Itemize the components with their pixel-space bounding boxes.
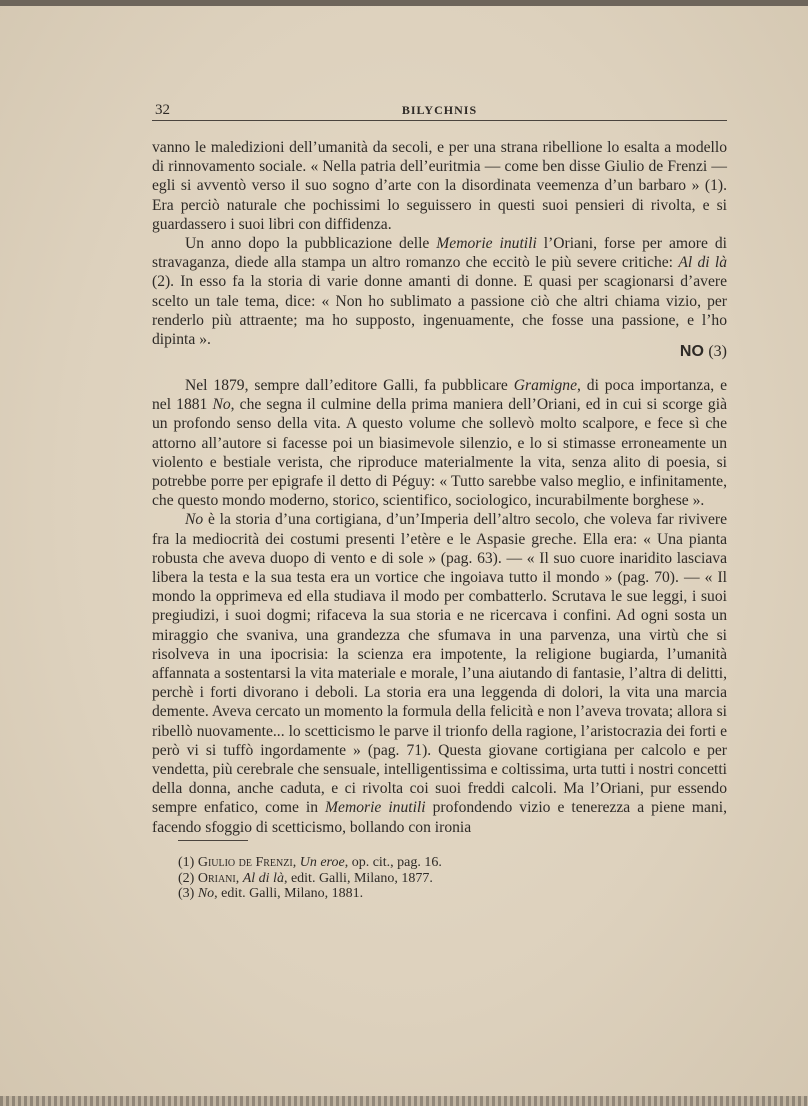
footnote-author: Giulio de Frenzi [197,855,293,870]
footnote-title: Un eroe [299,855,345,870]
footnote-text: , edit. Galli, Milano, 1881. [214,886,364,901]
footnote-text: , edit. Galli, Milano, 1877. [283,870,433,886]
book-title: Al di là [678,254,727,272]
running-title: BILYCHNIS [401,103,478,117]
footnote-number: (1) [178,855,198,870]
footnotes [178,855,678,902]
page-header [152,102,727,122]
text-block-upper [152,138,727,349]
footnote-title: No [197,886,215,901]
footnote-title: Al di là [242,870,284,886]
paragraph-text: profondendo vizio e tenerezza a piene mani, facendo sfoggio di scetticismo, bollando con ironia [152,799,727,836]
footnote-number: (3) [178,886,198,901]
footnote [178,871,678,887]
paragraph-text: (2). In esso fa la storia di varie donne amanti di donne. E quasi per scagionarsi d’avere scelto un tale tema, dice: « Non ho sublimato a passione ciò che altri chiama vizio, per renderlo più attraente; ma ho supposto, ingenuamente, che fosse una passione, e l’ho dipinta ». [152,273,727,349]
footnote-text: , op. cit., pag. 16. [344,855,442,870]
paragraph-text: , che segna il culmine della prima maniera dell’Oriani, ed in cui si scorge già un profondo senso della vita. A questo volume che sollevò molto scalpore, e fece sì che attorno all’autore si facesse poi un biasimevole silenzio, e lo si stimasse erroneamente un violento e bestiale verista, che riproduce materialmente la vita, senza alito di poesia, si potrebbe porre per epigrafe il detto di Péguy: « Tutto sarebbe valso meglio, e infinitamente, che questo mondo moderno, storico, scientifico, sociologico, incurabilmente borghese ». [152,396,727,510]
footnote [178,855,678,871]
paragraph [152,234,727,349]
footnote-rule [178,840,248,841]
footnote-reference: (3) [708,343,727,360]
footnote-author: Oriani [197,870,236,886]
footnote-separator: , [235,870,243,886]
paragraph-text: l’Oriani, forse per amore di stravaganza, diede alla stampa un altro romanzo che eccitò le più severe critiche: [152,235,727,272]
paragraph-text: , di poca importanza, e nel 1881 [152,377,727,414]
footnote-separator: , [292,855,300,870]
page-bottom-edge [0,1096,808,1106]
page-top-edge [0,0,808,6]
text-block-lower [152,376,727,837]
paragraph [152,138,727,234]
section-title: NO [679,343,704,360]
footnote-number: (2) [178,870,198,886]
paragraph-text: Nel 1879, sempre dall’editore Galli, fa pubblicare [185,377,514,394]
paragraph [152,510,727,836]
paragraph-text: vanno le maledizioni dell’umanità da secoli, e per una strana ribellione lo esalta a modello di rinnovamento sociale. « Nella patria dell’euritmia — come ben disse Giulio de Frenzi — egli si avventò verso il suo sogno d’arte con la disordinata veemenza d’un barbaro » (1). Era perciò naturale che pochissimi lo seguissero in questi suoi pensieri di rivolta, e si guardassero i suoi libri con diffidenza. [152,139,727,233]
book-title: No [212,396,231,414]
paragraph-text: Un anno dopo la pubblicazione delle [185,235,437,253]
book-title: Gramigne [513,377,577,394]
book-title: Memorie inutili [436,235,537,253]
paragraph [152,376,727,510]
header-rule [152,120,727,121]
book-title: No [185,511,204,529]
footnote [178,886,678,902]
section-heading [152,343,727,361]
book-title: Memorie inutili [325,799,426,817]
page-number: 32 [155,102,170,118]
paragraph-text: è la storia d’una cortigiana, d’un’Imperia dell’altro secolo, che voleva far rivivere fra la mediocrità dei costumi presenti l’etère e le Aspasie greche. Ella era: « Una pianta robusta che aveva duopo di vento e di sole » (pag. 63). — « Il suo cuore inaridito lasciava libera la testa e la sua testa era un vortice che ingoiava tutto il mondo » (pag. 70). — « Il mondo la opprimeva ed ella studiava il modo per combatterlo. Scrutava le sue leggi, i suoi pregiudizi, i suoi dogmi; rifaceva la sua storia e ne ricercava i confini. Ad ogni sosta un miraggio che svaniva, una grandezza che sfumava in una parvenza, una virtù che si risolveva in una ipocrisia: la scienza era impotente, la religione bugiarda, l’umanità affannata a sostentarsi la vita materiale e morale, l’una aiutando di fantasie, l’altra di delitti, perchè i forti divorano i deboli. La storia era una leggenda di dolori, la vita una marcia demente. Aveva cercato un momento la formula della felicità e non l’aveva trovata; allora si ribellò nuovamente... lo scetticismo le parve il trionfo della ragione, l’aristocrazia dei forti e però vi si tuffò ingordamente » (pag. 71). Questa giovane cortigiana per calcolo e per vendetta, più cerebrale che sensuale, intelligentissima e coltissima, urta tutti i nostri concetti della donna, anche caduta, e ci rivolta coi suoi freddi calcoli. Ma l’Oriani, pur essendo sempre enfatico, come in [152,511,727,817]
